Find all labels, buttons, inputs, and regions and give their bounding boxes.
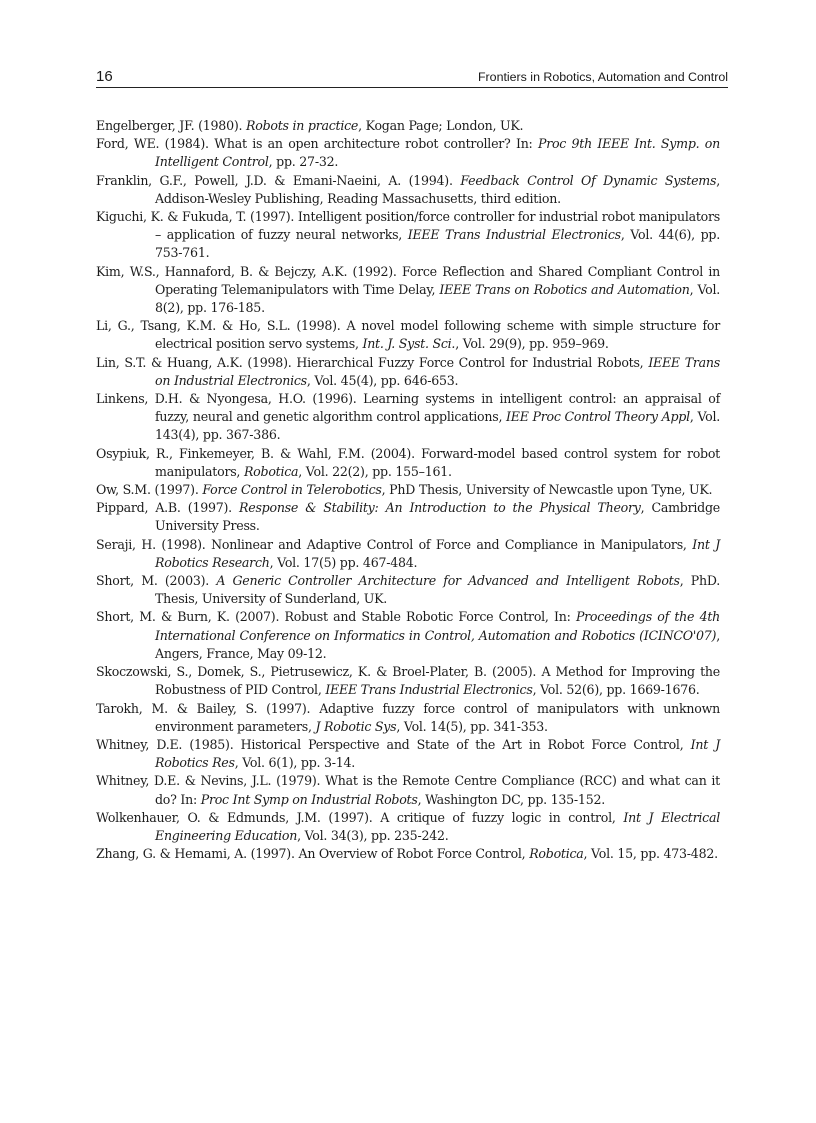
reference-text: Kim, W.S., Hannaford, B. & Bejczy, A.K. (1992). Force Reflection and Shared Compliant Control in Operating Telemanipulators with Time Delay, bbox=[96, 263, 720, 297]
reference-text: , Cambridge University Press. bbox=[155, 500, 720, 534]
reference-text: , Kogan Page; London, UK. bbox=[358, 118, 524, 133]
reference-entry bbox=[96, 736, 720, 772]
reference-text: Zhang, G. & Hemami, A. (1997). An Overview of Robot Force Control, bbox=[96, 846, 530, 862]
reference-title-italic: Proceedings of the 4th International Conference on Informatics in Control, Automation and Robotics (ICINCO'07) bbox=[155, 609, 720, 643]
reference-title-italic: Response & Stability: An Introduction to the Physical Theory bbox=[239, 500, 641, 516]
reference-text: , pp. 27-32. bbox=[268, 154, 339, 170]
reference-text: , Vol. 44(6), pp. 753-761. bbox=[155, 227, 720, 261]
page-header bbox=[96, 68, 728, 88]
reference-text: Short, M. & Burn, K. (2007). Robust and Stable Robotic Force Control, In: bbox=[96, 609, 576, 625]
reference-text: , Vol. 14(5), pp. 341-353. bbox=[396, 718, 548, 734]
reference-entry bbox=[96, 117, 720, 135]
header-rule bbox=[96, 87, 728, 88]
reference-title-italic: Proc 9th IEEE Int. Symp. on Intelligent Control bbox=[155, 136, 720, 170]
reference-text: , Vol. 34(3), pp. 235-242. bbox=[297, 827, 449, 843]
reference-entry bbox=[96, 481, 720, 499]
reference-text: , Vol. 143(4), pp. 367-386. bbox=[155, 409, 721, 443]
reference-title-italic: Int. J. Syst. Sci. bbox=[362, 336, 456, 352]
reference-entry bbox=[96, 263, 720, 318]
reference-text: Whitney, D.E. & Nevins, J.L. (1979). What is the Remote Centre Compliance (RCC) and what can it do? In: bbox=[96, 773, 720, 807]
reference-title-italic: IEE Proc Control Theory Appl bbox=[506, 409, 690, 425]
reference-title-italic: IEEE Trans Industrial Electronics bbox=[325, 682, 533, 698]
reference-text: Wolkenhauer, O. & Edmunds, J.M. (1997). A critique of fuzzy logic in control, bbox=[96, 809, 624, 825]
reference-text: , Vol. 17(5) pp. 467-484. bbox=[269, 554, 418, 570]
reference-text: , Vol. 8(2), pp. 176-185. bbox=[155, 281, 720, 316]
reference-title-italic: A Generic Controller Architecture for Advanced and Intelligent Robots bbox=[216, 573, 680, 589]
reference-title-italic: Robotica bbox=[243, 463, 299, 479]
reference-text: Pippard, A.B. (1997). bbox=[96, 500, 240, 516]
reference-text: Lin, S.T. & Huang, A.K. (1998). Hierarchical Fuzzy Force Control for Industrial Robots, bbox=[96, 354, 649, 370]
reference-title-italic: Int J Electrical Engineering Education bbox=[155, 809, 720, 843]
reference-text: Osypiuk, R., Finkemeyer, B. & Wahl, F.M. (2004). Forward-model based control system for robot manipulators, bbox=[96, 445, 720, 479]
reference-text: Engelberger, JF. (1980). bbox=[96, 118, 247, 133]
reference-title-italic: Robotica bbox=[529, 846, 584, 862]
reference-entry bbox=[96, 354, 720, 390]
reference-entry bbox=[96, 700, 720, 736]
reference-text: , Addison-Wesley Publishing, Reading Massachusetts, third edition. bbox=[155, 172, 720, 206]
reference-entry bbox=[96, 536, 720, 572]
reference-text: , PhD Thesis, University of Newcastle upon Tyne, UK. bbox=[381, 482, 713, 498]
reference-list bbox=[96, 117, 720, 863]
reference-entry bbox=[96, 390, 720, 445]
reference-entry bbox=[96, 845, 720, 863]
reference-text: Kiguchi, K. & Fukuda, T. (1997). Intelligent position/force controller for industrial robot manipulators – application of fuzzy neural networks, bbox=[96, 209, 720, 243]
running-title: Frontiers in Robotics, Automation and Control bbox=[477, 70, 728, 84]
reference-text: Franklin, G.F., Powell, J.D. & Emani-Naeini, A. (1994). bbox=[96, 172, 461, 188]
reference-entry bbox=[96, 608, 720, 663]
reference-entry bbox=[96, 572, 720, 608]
reference-text: Seraji, H. (1998). Nonlinear and Adaptive Control of Force and Compliance in Manipulators, bbox=[96, 536, 693, 552]
reference-text: Ford, WE. (1984). What is an open architecture robot controller? In: bbox=[96, 136, 538, 152]
reference-text: Short, M. (2003). bbox=[96, 573, 217, 589]
reference-entry bbox=[96, 499, 720, 535]
reference-text: Skoczowski, S., Domek, S., Pietrusewicz, K. & Broel-Plater, B. (2005). A Method for Improving the Robustness of PID Control, bbox=[96, 664, 720, 698]
reference-title-italic: IEEE Trans on Industrial Electronics bbox=[155, 354, 720, 388]
reference-text: Ow, S.M. (1997). bbox=[96, 482, 203, 498]
reference-title-italic: Proc Int Symp on Industrial Robots bbox=[200, 791, 418, 807]
reference-text: , Vol. 15, pp. 473-482. bbox=[583, 846, 718, 862]
page-number: 16 bbox=[96, 68, 113, 85]
reference-entry bbox=[96, 809, 720, 845]
reference-text: Li, G., Tsang, K.M. & Ho, S.L. (1998). A novel model following scheme with simple structure for electrical position servo systems, bbox=[96, 318, 720, 352]
reference-title-italic: IEEE Trans on Robotics and Automation bbox=[439, 281, 690, 297]
reference-text: , Vol. 6(1), pp. 3-14. bbox=[234, 755, 356, 771]
reference-entry bbox=[96, 172, 720, 208]
reference-entry bbox=[96, 663, 720, 699]
reference-title-italic: J Robotic Sys bbox=[315, 718, 397, 734]
reference-entry bbox=[96, 772, 720, 808]
reference-entry bbox=[96, 208, 720, 263]
reference-text: Tarokh, M. & Bailey, S. (1997). Adaptive fuzzy force control of manipulators with unknown environment parameters, bbox=[96, 700, 720, 734]
reference-text: , PhD. Thesis, University of Sunderland, UK. bbox=[155, 573, 720, 607]
reference-text: Linkens, D.H. & Nyongesa, H.O. (1996). Learning systems in intelligent control: an appraisal of fuzzy, neural and genetic algorithm control applications, bbox=[96, 391, 720, 425]
reference-text: , Washington DC, pp. 135-152. bbox=[417, 791, 605, 807]
reference-title-italic: Robots in practice bbox=[246, 118, 359, 133]
reference-text: , Vol. 52(6), pp. 1669-1676. bbox=[532, 682, 700, 698]
reference-entry bbox=[96, 317, 720, 353]
reference-title-italic: Feedback Control Of Dynamic Systems bbox=[460, 172, 717, 188]
reference-title-italic: Int J Robotics Res bbox=[155, 736, 720, 771]
reference-text: , Angers, France, May 09-12. bbox=[155, 627, 720, 661]
reference-text: , Vol. 45(4), pp. 646-653. bbox=[306, 372, 459, 388]
reference-title-italic: Int J Robotics Research bbox=[155, 536, 720, 570]
reference-entry bbox=[96, 445, 720, 481]
reference-title-italic: IEEE Trans Industrial Electronics bbox=[407, 227, 621, 243]
reference-text: Whitney, D.E. (1985). Historical Perspective and State of the Art in Robot Force Control, bbox=[96, 736, 691, 752]
reference-entry bbox=[96, 135, 720, 171]
reference-text: , Vol. 29(9), pp. 959–969. bbox=[455, 336, 609, 352]
reference-title-italic: Force Control in Telerobotics bbox=[202, 482, 382, 498]
reference-text: , Vol. 22(2), pp. 155–161. bbox=[298, 463, 452, 479]
